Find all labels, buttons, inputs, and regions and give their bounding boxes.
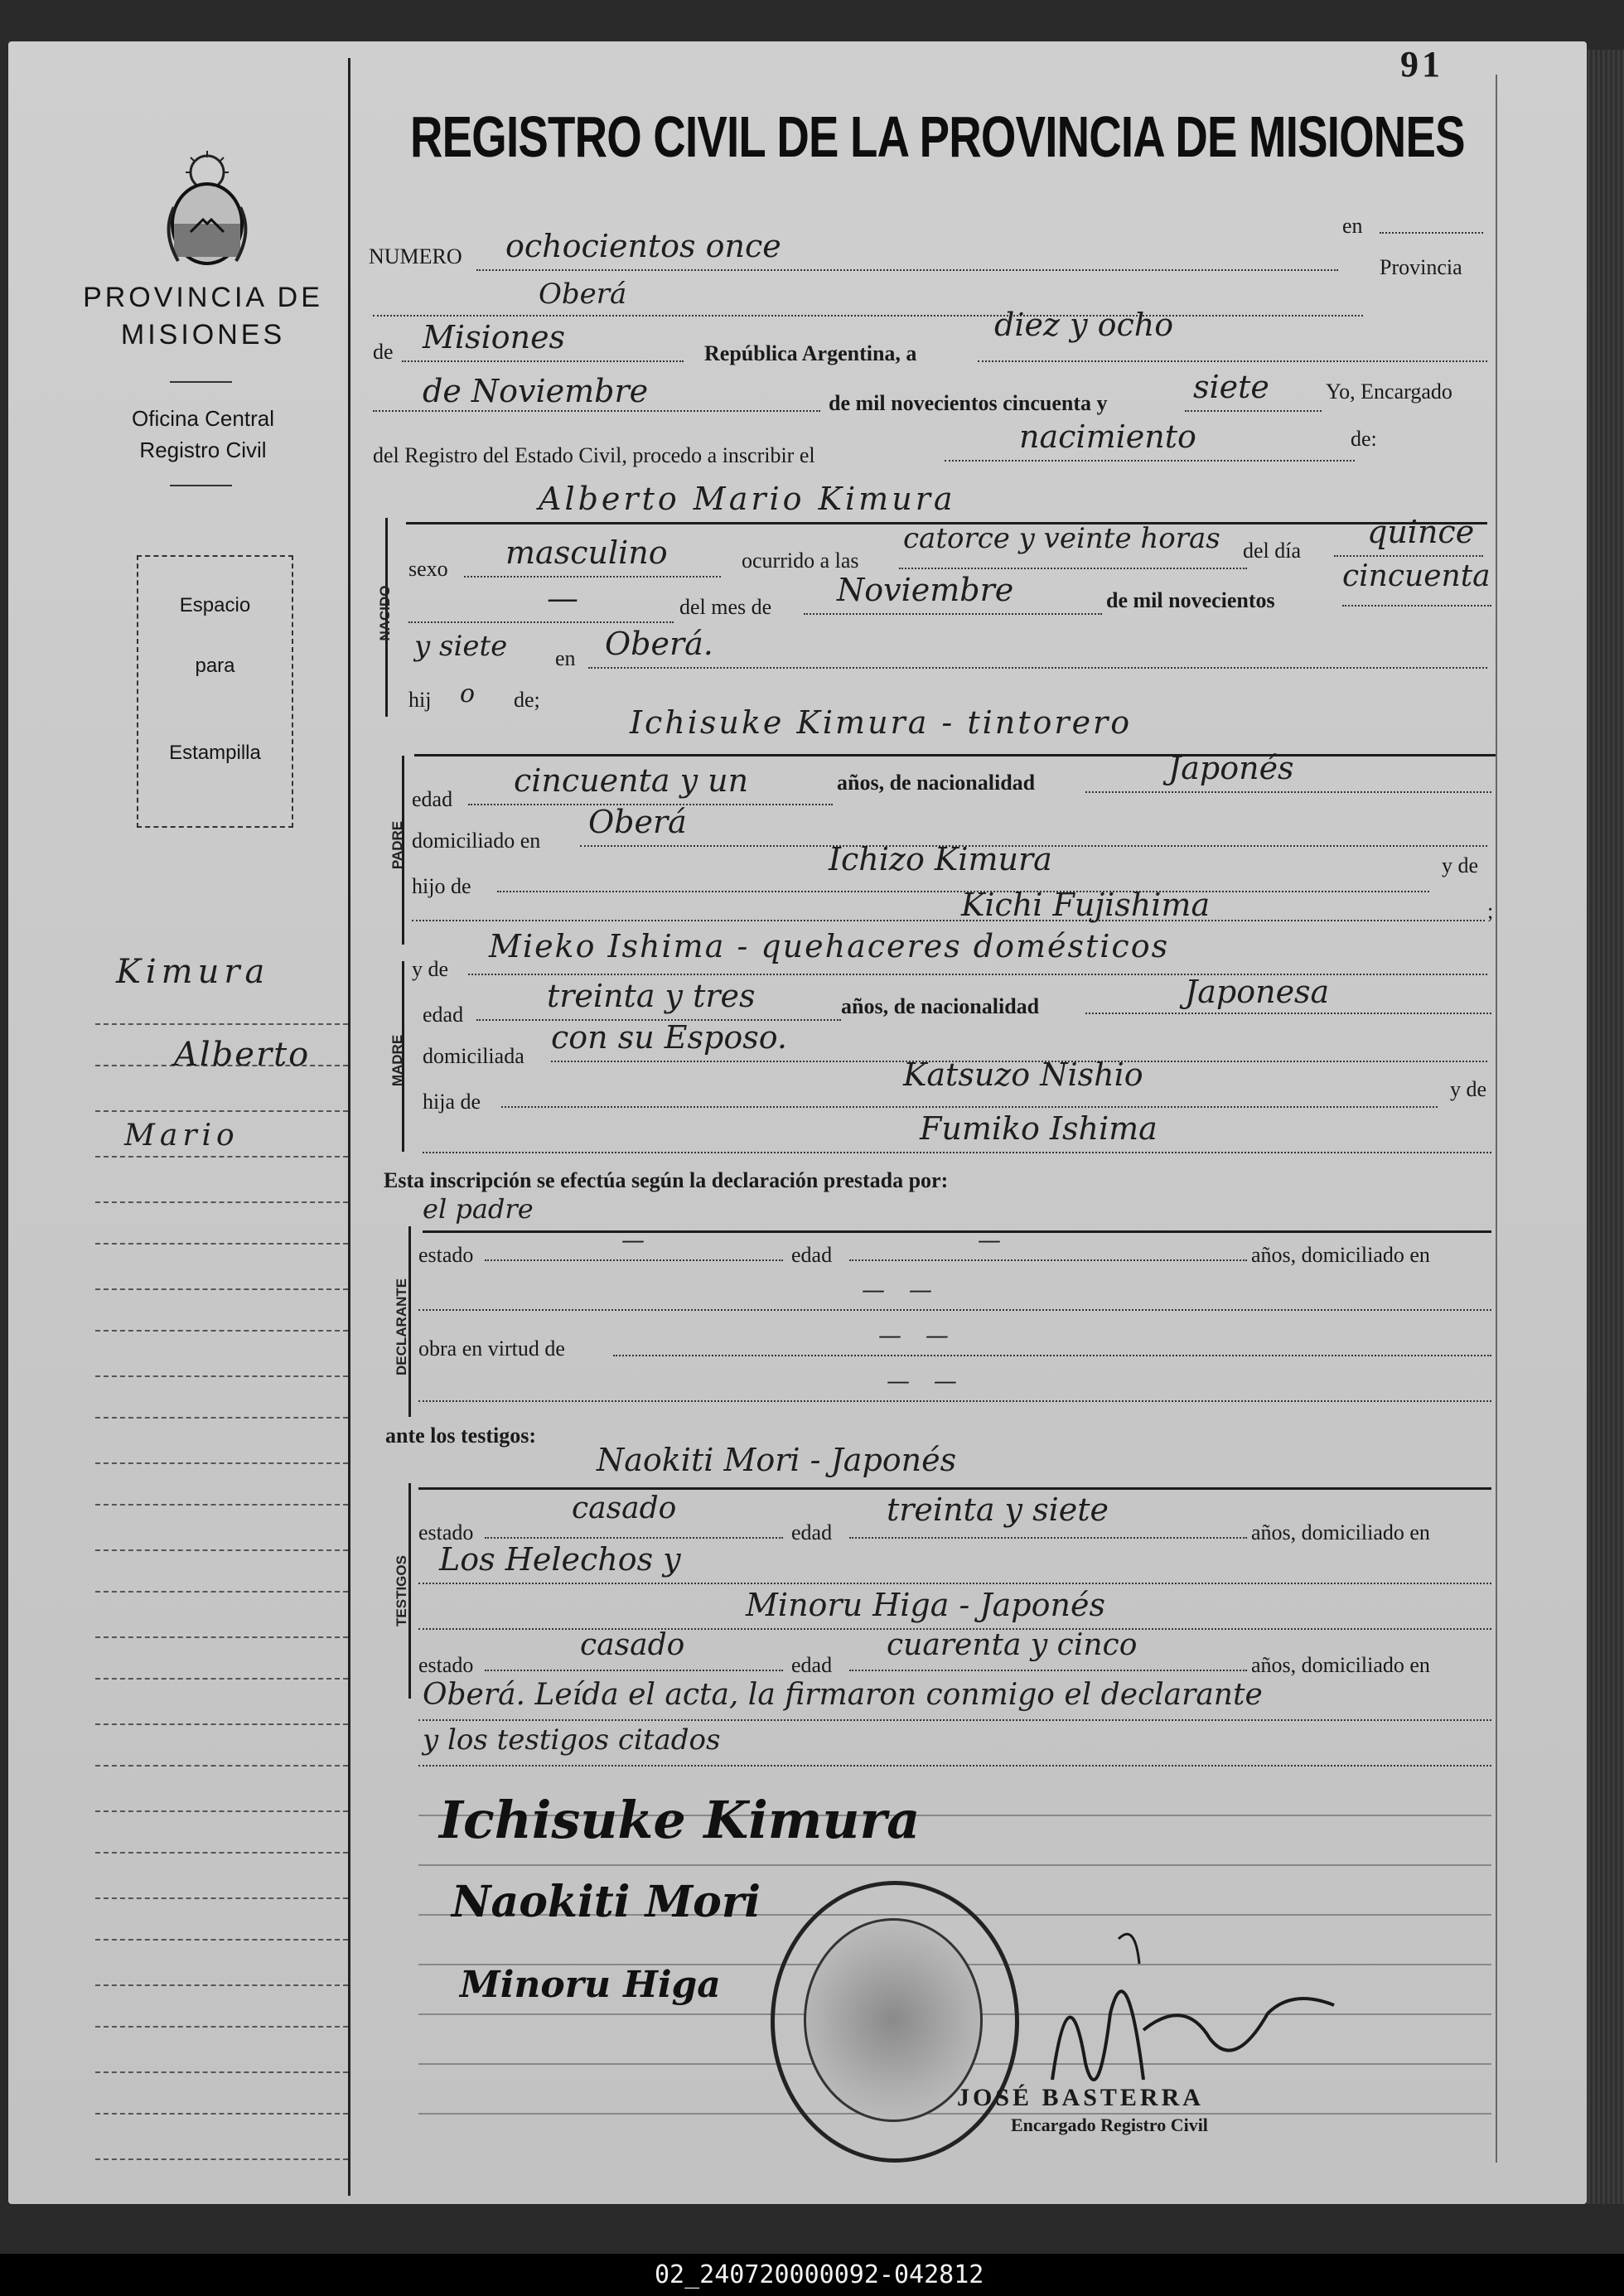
document-title: REGISTRO CIVIL DE LA PROVINCIA DE MISIONES <box>410 104 1465 169</box>
label-en: en <box>555 646 576 670</box>
field-line <box>418 1400 1491 1402</box>
field-city: Oberá <box>539 278 627 311</box>
province-heading-line2: MISIONES <box>120 319 286 350</box>
field-line <box>418 1719 1491 1721</box>
field-decl-edad: — <box>978 1226 1001 1254</box>
field-sex: masculino <box>505 534 668 571</box>
stamp-box-label: Espacio <box>179 594 251 616</box>
field-mother-nat: Japonesa <box>1185 974 1330 1010</box>
field-line <box>899 568 1247 569</box>
official-seal <box>771 1881 1019 2163</box>
label-edad: edad <box>791 1653 833 1677</box>
label-sexo: sexo <box>408 557 448 581</box>
label-obra: obra en virtud de <box>418 1337 565 1361</box>
field-mother-dom: con su Esposo. <box>551 1019 787 1056</box>
label-edad: edad <box>791 1243 833 1267</box>
label-y-de: y de <box>1442 853 1479 877</box>
field-declarant: el padre <box>423 1193 534 1225</box>
field-line <box>373 410 820 412</box>
label-de-semi: de; <box>514 688 540 712</box>
field-event: nacimiento <box>1019 418 1196 455</box>
label-esta-inscripcion: Esta inscripción se efectúa según la declaración prestada por: <box>384 1168 949 1192</box>
field-line <box>501 1106 1438 1108</box>
label-y-de: y de <box>1450 1077 1487 1101</box>
field-father-parent1: Ichizo Kimura <box>829 841 1052 877</box>
divider <box>170 485 232 486</box>
margin-note-surname: Kimura <box>116 953 270 991</box>
label-hij: hij <box>408 688 432 712</box>
field-birth-month: Noviembre <box>837 572 1014 608</box>
field-line <box>1085 791 1491 793</box>
official-name: JOSÉ BASTERRA <box>957 2084 1204 2111</box>
field-line <box>485 1670 783 1671</box>
field-line <box>588 667 1487 669</box>
field-father: Ichisuke Kimura - tintorero <box>630 704 1133 741</box>
field-decl-dash: — — <box>878 1322 957 1349</box>
signature-line <box>418 1864 1491 1866</box>
field-decl-estado: — <box>621 1226 645 1254</box>
field-witness1: Naokiti Mori - Japonés <box>597 1442 957 1478</box>
field-hij-suffix: o <box>460 679 476 708</box>
stamp-box-label: para <box>195 655 235 677</box>
field-line <box>418 1765 1491 1767</box>
label-edad: edad <box>423 1003 464 1027</box>
field-date-month: de Noviembre <box>423 373 649 409</box>
field-w1-edad: treinta y siete <box>887 1491 1109 1528</box>
label-estado: estado <box>418 1653 474 1677</box>
field-mother-parent2: Fumiko Ishima <box>920 1110 1158 1147</box>
field-birth-dash: — <box>547 580 578 616</box>
section-label-nacido: NACIDO <box>377 585 393 641</box>
field-line <box>1342 605 1491 607</box>
field-line <box>408 621 674 623</box>
label-numero: NUMERO <box>369 244 462 268</box>
label-del-dia: del día <box>1243 539 1302 563</box>
field-line <box>1380 232 1483 234</box>
stamp-box-label: Estampilla <box>169 742 261 764</box>
label-de-mil2: de mil novecientos <box>1106 588 1275 612</box>
label-domiciliada: domiciliada <box>423 1044 524 1068</box>
section-label-padre: PADRE <box>389 820 405 870</box>
field-numero: ochocientos once <box>505 228 781 264</box>
field-line <box>978 360 1487 362</box>
label-semicolon: ; <box>1487 899 1494 923</box>
section-label-declarante: DECLARANTE <box>394 1278 409 1375</box>
office-line1: Oficina Central <box>132 406 274 431</box>
field-province: Misiones <box>423 319 566 355</box>
field-w2-estado: casado <box>580 1628 685 1662</box>
field-line <box>849 1537 1247 1539</box>
label-yo-encargado: Yo, Encargado <box>1326 379 1452 404</box>
margin-note-name1: Alberto <box>174 1036 311 1074</box>
field-mother-parent1: Katsuzo Nishio <box>903 1056 1143 1093</box>
field-line <box>373 315 1363 317</box>
label-anos-dom: años, domiciliado en <box>1251 1243 1430 1267</box>
label-hijo-de: hijo de <box>412 874 471 898</box>
field-decl-dash: — — <box>862 1276 940 1303</box>
office-line2: Registro Civil <box>139 437 267 462</box>
field-w2-edad: cuarenta y cinco <box>887 1628 1138 1662</box>
label-domiciliado: domiciliado en <box>412 829 541 853</box>
field-line <box>423 1152 1491 1153</box>
field-line <box>1334 555 1483 557</box>
field-line <box>849 1259 1247 1261</box>
field-line <box>418 1309 1491 1311</box>
field-closing1: Oberá. Leída el acta, la firmaron conmigo el declarante <box>423 1678 1263 1712</box>
field-witness2: Minoru Higa - Japonés <box>746 1587 1105 1623</box>
signature-3: Minoru Higa <box>460 1964 721 2006</box>
field-line <box>418 1583 1491 1584</box>
divider <box>170 381 232 383</box>
section-label-testigos: TESTIGOS <box>394 1555 409 1627</box>
label-edad: edad <box>412 787 453 811</box>
label-del-mes: del mes de <box>679 595 772 619</box>
field-birth-year: cincuenta <box>1342 559 1491 593</box>
field-line <box>849 1670 1247 1671</box>
field-line <box>476 269 1338 271</box>
field-mother-age: treinta y tres <box>547 978 756 1014</box>
field-year: siete <box>1193 369 1269 405</box>
field-line <box>468 974 1487 975</box>
column-divider <box>348 58 350 2196</box>
label-del-registro: del Registro del Estado Civil, procedo a inscribir el <box>373 443 815 467</box>
field-w1-estado: casado <box>572 1491 677 1525</box>
field-line <box>1085 1013 1491 1014</box>
field-line <box>485 1259 783 1261</box>
field-birth-year2: y siete <box>414 630 508 663</box>
label-de: de <box>373 340 394 364</box>
section-rule <box>418 1487 1491 1490</box>
field-date-day: diez y ocho <box>994 307 1174 343</box>
field-child-name: Alberto Mario Kimura <box>539 481 956 517</box>
label-ante-testigos: ante los testigos: <box>385 1424 536 1448</box>
official-title: Encargado Registro Civil <box>1011 2115 1208 2135</box>
field-father-dom: Oberá <box>588 804 687 840</box>
field-closing2: y los testigos citados <box>423 1723 721 1757</box>
signature-1: Ichisuke Kimura <box>439 1790 921 1850</box>
page-number: 91 <box>1400 44 1443 85</box>
label-de-colon: de: <box>1351 427 1377 451</box>
field-birth-place: Oberá. <box>605 626 713 662</box>
document-page <box>8 41 1587 2204</box>
label-estado: estado <box>418 1243 474 1267</box>
province-heading-line1: PROVINCIA DE <box>83 282 323 313</box>
label-anos-dom: años, domiciliado en <box>1251 1520 1430 1544</box>
label-ocurrido: ocurrido a las <box>742 549 859 573</box>
label-estado: estado <box>418 1520 474 1544</box>
margin-note-name2: Mario <box>124 1119 239 1153</box>
label-anos-dom: años, domiciliado en <box>1251 1653 1430 1677</box>
stamp-box <box>137 555 293 828</box>
label-edad: edad <box>791 1520 833 1544</box>
label-en: en <box>1342 214 1363 238</box>
field-line <box>485 1537 783 1539</box>
label-anos-nac: años, de nacionalidad <box>837 771 1036 795</box>
field-line <box>945 460 1355 462</box>
field-birth-day: quince <box>1367 514 1475 550</box>
field-line <box>464 576 721 578</box>
field-time: catorce y veinte horas <box>903 522 1220 555</box>
field-line <box>613 1355 1491 1356</box>
field-line <box>412 920 1485 921</box>
field-father-nat: Japonés <box>1168 750 1294 786</box>
image-footer-id: 02_240720000092-042812 <box>655 2260 984 2289</box>
field-w1-dom: Los Helechos y <box>439 1541 681 1578</box>
field-line <box>402 360 684 362</box>
signature-2: Naokiti Mori <box>452 1877 761 1927</box>
field-line <box>804 613 1102 615</box>
label-republica: República Argentina, a <box>704 341 917 365</box>
section-rule <box>423 1230 1491 1233</box>
field-father-age: cincuenta y un <box>514 762 749 799</box>
label-anos-nac: años, de nacionalidad <box>841 994 1040 1018</box>
coat-of-arms-icon <box>157 149 257 273</box>
label-provincia: Provincia <box>1380 255 1462 279</box>
label-hija-de: hija de <box>423 1090 481 1114</box>
label-y-de-lower: y de <box>412 957 449 981</box>
field-father-parent2: Kichi Fujishima <box>961 887 1211 923</box>
section-rule <box>414 754 1496 756</box>
field-decl-dash: — — <box>887 1367 965 1395</box>
field-mother: Mieko Ishima - quehaceres domésticos <box>489 928 1170 964</box>
right-margin-line <box>1496 75 1497 2163</box>
label-de-mil: de mil novecientos cincuenta y <box>829 391 1108 415</box>
field-line <box>1185 410 1322 412</box>
section-label-madre: MADRE <box>389 1034 405 1087</box>
